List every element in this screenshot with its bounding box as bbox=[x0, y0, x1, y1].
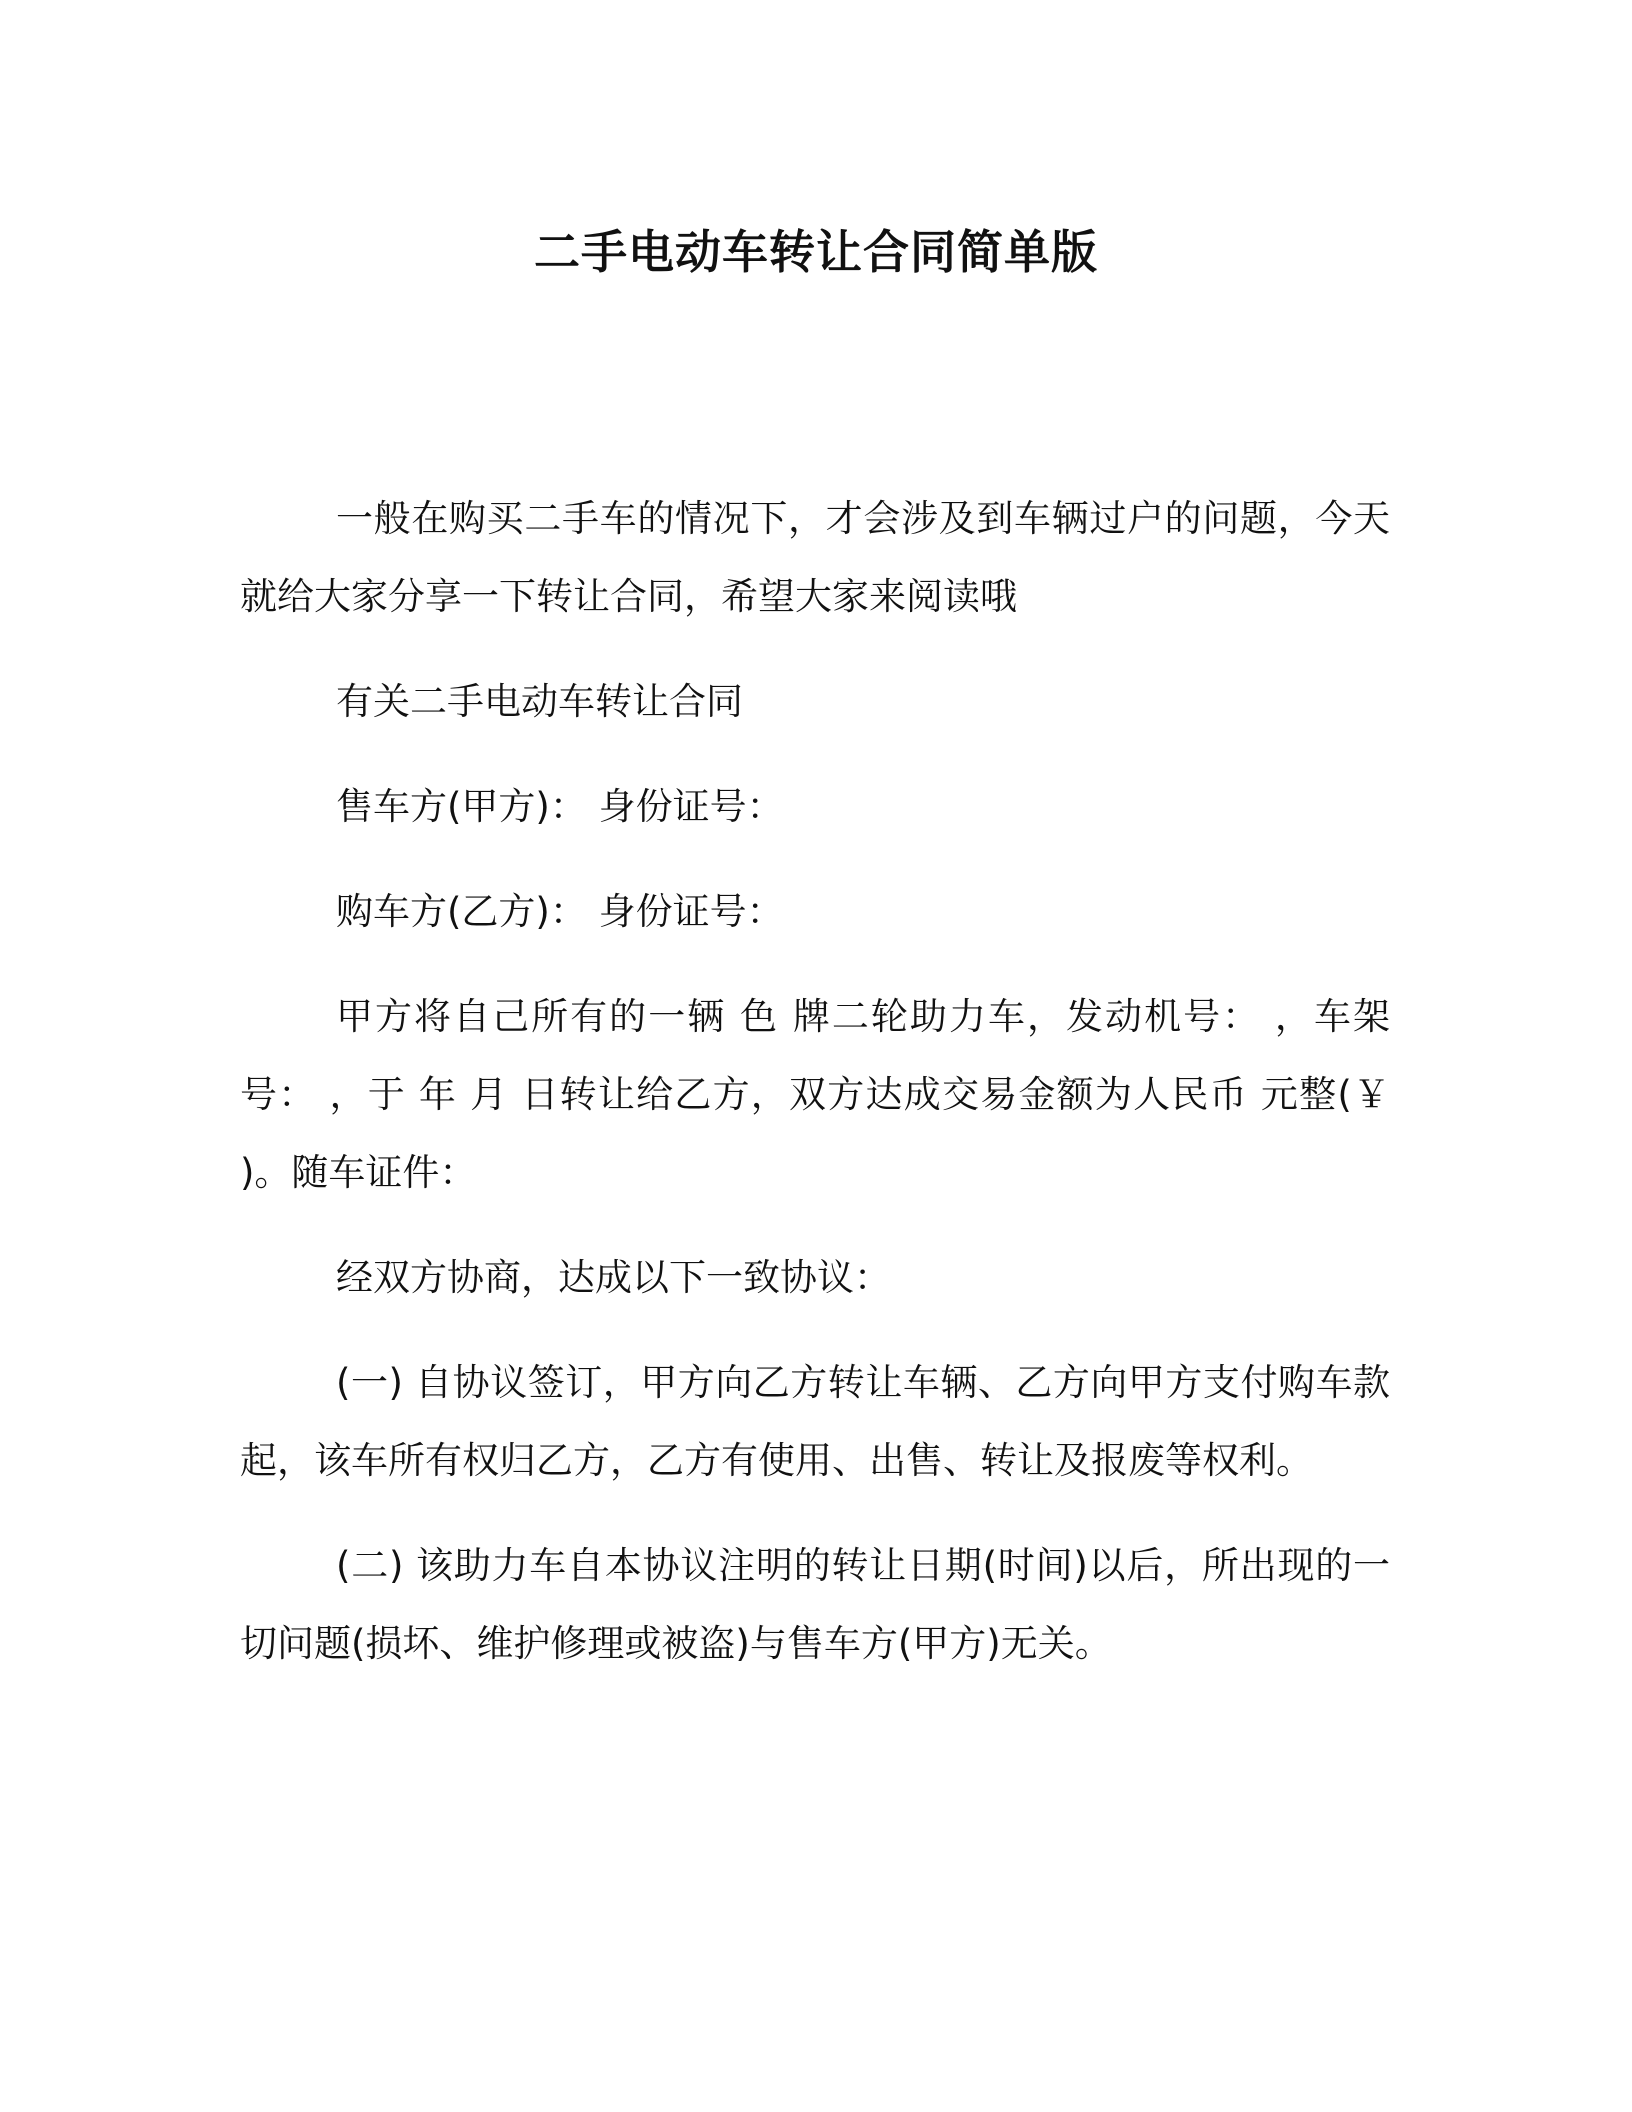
buyer-line: 购车方(乙方)： 身份证号： bbox=[336, 890, 784, 933]
intro-paragraph: 一般在购买二手车的情况下，才会涉及到车辆过户的问题，今天就给大家分享一下转让合同，希望大家来阅读哦 bbox=[240, 497, 1390, 618]
contract-heading: 有关二手电动车转让合同 bbox=[336, 680, 743, 723]
clause-2: (二) 该助力车自本协议注明的转让日期(时间)以后，所出现的一切问题(损坏、维护修理或被盗)与售车方(甲方)无关。 bbox=[240, 1544, 1390, 1665]
agreement-intro: 经双方协商，达成以下一致协议： bbox=[336, 1256, 891, 1299]
seller-line: 售车方(甲方)： 身份证号： bbox=[336, 785, 784, 828]
document-body bbox=[240, 480, 1390, 1710]
vehicle-details-paragraph: 甲方将自己所有的一辆 色 牌二轮助力车，发动机号： ，车架号： ，于 年 月 日转让给乙方，双方达成交易金额为人民币 元整(￥ )。随车证件： bbox=[240, 995, 1390, 1194]
clause-1: (一) 自协议签订，甲方向乙方转让车辆、乙方向甲方支付购车款起，该车所有权归乙方，乙方有使用、出售、转让及报废等权利。 bbox=[240, 1361, 1390, 1482]
document-title: 二手电动车转让合同简单版 bbox=[534, 225, 1098, 279]
